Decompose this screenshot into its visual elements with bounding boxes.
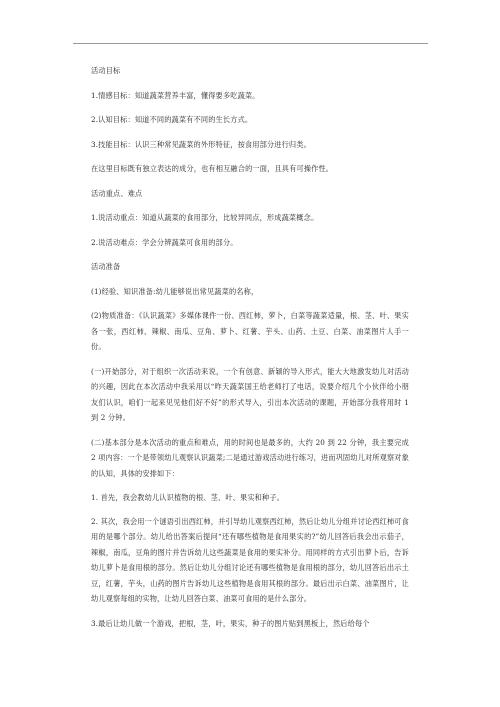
prep-knowledge: (1)经验、知识准备:幼儿能够说出常见蔬菜的名称，	[91, 286, 259, 296]
goal-emotional: 1.情感目标：知道蔬菜营养丰富，懂得要多吃蔬菜。	[91, 90, 260, 100]
difficult-point: 2.说活动难点：学会分辨蔬菜可食用的部分。	[91, 237, 238, 247]
section-main: (二)基本部分是本次活动的重点和难点，用的时间也是最多的，大约 20 到 22 分钟，我主要完成 2 项内容：一个是带领幼儿观察认识蔬菜;二是通过游戏活动进行练习，进而巩固幼儿对所观察对象的认知，具体的安排如下：	[91, 437, 409, 478]
prep-materials: (2)物质准备：《认识蔬菜》多媒体课件一份、西红柿，萝卜，白菜等蔬菜适量，根、茎、叶、果实各一张，西红柿、辣椒、南瓜、豆角、萝卜、红薯、芋头、山药、土豆、白菜、油菜图片人手一份。	[91, 311, 409, 351]
step-first: 1. 首先，我会教幼儿认识植物的根、茎、叶、果实和种子。	[91, 493, 285, 502]
step-final: 3.最后让幼儿做一个游戏，把根，茎，叶，果实，种子的图片贴到黑板上，然后给每个	[91, 618, 370, 628]
key-point: 1.说活动重点：知道从蔬菜的食用部分，比较异同点，形成蔬菜概念。	[91, 213, 319, 222]
heading-key-points: 活动重点、难点	[91, 188, 143, 198]
heading-activity-goals: 活动目标	[91, 66, 121, 75]
step-second: 2. 其次，我会用一个谜语引出西红柿，并引导幼儿观察西红柿，然后让幼儿分组并讨论西红柿可食用的是哪个部分。幼儿给出答案后提问“还有哪些植物是食用果实的?”幼儿回答后我会出示茄子，辣椒，南瓜，豆角的图片并告诉幼儿这些蔬菜是食用的果实补分。用同样的方式引出萝卜后，告诉幼儿萝卜是食用根的部分。然后让幼儿分组讨论还有哪些植物是食用根的部分，幼儿回答后出示土豆，红薯，芋头，山药的图片告诉幼儿这些植物是食用其根的部分。最后出示白菜、油菜图片，让幼儿观察每组的实物，让幼儿回答白菜、油菜可食用的是什么部分。	[91, 516, 409, 603]
document-body	[91, 63, 409, 640]
goal-skill: 3.技能目标：认识三种常见蔬菜的外形特征，按食用部分进行归类。	[91, 139, 311, 149]
heading-preparation: 活动准备	[91, 262, 121, 271]
section-opening: (一)开始部分，对于组织一次活动来说，一个有创意、新颖的导入形式，能大大地激发幼儿对活动的兴趣，因此在本次活动中我采用以“昨天蔬菜国王给老师打了电话，说要介绍几个小伙伴给小朋友们认识，咱们一起来见见他们好不好”的形式导入，引出本次活动的课题，开始部分我将用时 1 到 2 分钟。	[91, 366, 409, 422]
goals-summary: 在这里目标既有独立表达的成分，也有相互融合的一面，且具有可操作性。	[91, 164, 334, 173]
header-rule	[73, 43, 428, 44]
goal-cognitive: 2.认知目标：知道不同的蔬菜有不同的生长方式。	[91, 115, 253, 124]
